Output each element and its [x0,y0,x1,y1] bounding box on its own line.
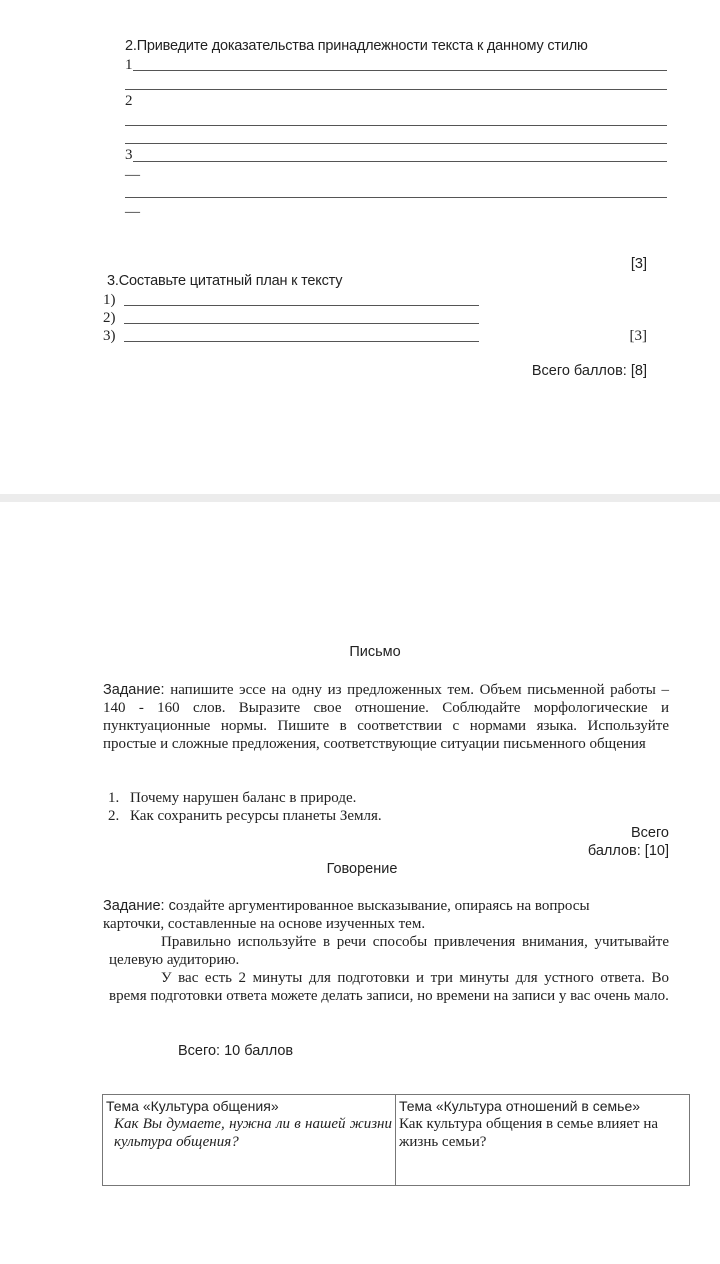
answer-line-3[interactable] [133,161,667,162]
speaking-total: Всего: 10 баллов [178,1043,294,1059]
letter-total-2: баллов: [10] [587,843,669,859]
answer-line-1b[interactable] [125,89,667,90]
plan-item-label: 3) [103,328,116,344]
answer-line-3b[interactable] [125,197,667,198]
answer-line-2b[interactable] [125,143,667,144]
plan-line-2[interactable] [124,323,479,324]
answer-dash-1: — [125,167,140,183]
plan-item-label: 2) [103,310,116,326]
section3-title: 3.Составьте цитатный план к тексту [107,273,343,289]
answer-line-1[interactable] [133,70,667,71]
plan-line-1[interactable] [124,305,479,306]
letter-topic: 1. Почему нарушен баланс в природе. [108,790,357,806]
section3-score: [3] [629,328,647,344]
letter-task-text: напишите эссе на одну из предложенных тем. Объем письменной работы – 140 - 160 слов. Выразите свое отношение. Соблюдайте морфологические и пунктуационные нормы. Пишите в соответствии с нормами языка. Используйте простые и сложные предложения, соответствующие ситуации письменного общения [103,682,669,752]
letter-task [103,681,669,753]
section2-score: [3] [630,256,647,272]
letter-topic-text: Почему нарушен баланс в природе. [130,790,357,806]
answer-dash-2: — [125,204,140,220]
plan-line-3[interactable] [124,341,479,342]
card-topic: Тема «Культура отношений в семье» [399,1098,641,1114]
letter-heading: Письмо [349,644,401,660]
speaking-task [103,897,613,933]
speaking-cards-table [102,1094,690,1186]
answer-number-1: 1 [125,57,133,73]
card-topic: Тема «Культура общения» [106,1098,279,1114]
speaking-para-3: У вас есть 2 минуты для подготовки и три минуты для устного ответа. Во время подготовки ответа можете делать записи, но времени на записи у вас очень мало. [109,970,669,1004]
plan-item-label: 1) [103,292,116,308]
section3-total: Всего баллов: [8] [531,363,647,379]
letter-task-label: Задание: [103,682,165,698]
card-cell [103,1095,396,1186]
speaking-heading: Говорение [326,861,398,877]
letter-topic-text: Как сохранить ресурсы планеты Земля. [130,808,382,824]
card-question: Как Вы думаете, нужна ли в нашей жизни культура общения? [114,1116,392,1150]
speaking-para-2: Правильно используйте в речи способы привлечения внимания, учитывайте целевую аудиторию. [109,934,669,968]
speaking-task-label: Задание: с [103,898,176,914]
answer-number-3: 3 [125,147,133,163]
page-separator [0,494,720,502]
card-question: Как культура общения в семье влияет на жизнь семьи? [399,1116,658,1150]
letter-topic: 2. Как сохранить ресурсы планеты Земля. [108,808,382,824]
section2-title: 2.Приведите доказательства принадлежности текста к данному стилю [125,38,588,54]
speaking-task-text: оздайте аргументированное высказывание, опираясь на вопросы карточки, составленные на основе изученных тем. [103,898,590,932]
letter-total-1: Всего [630,825,669,841]
answer-number-2: 2 [125,93,133,109]
answer-line-2[interactable] [125,125,667,126]
card-cell [396,1095,690,1186]
